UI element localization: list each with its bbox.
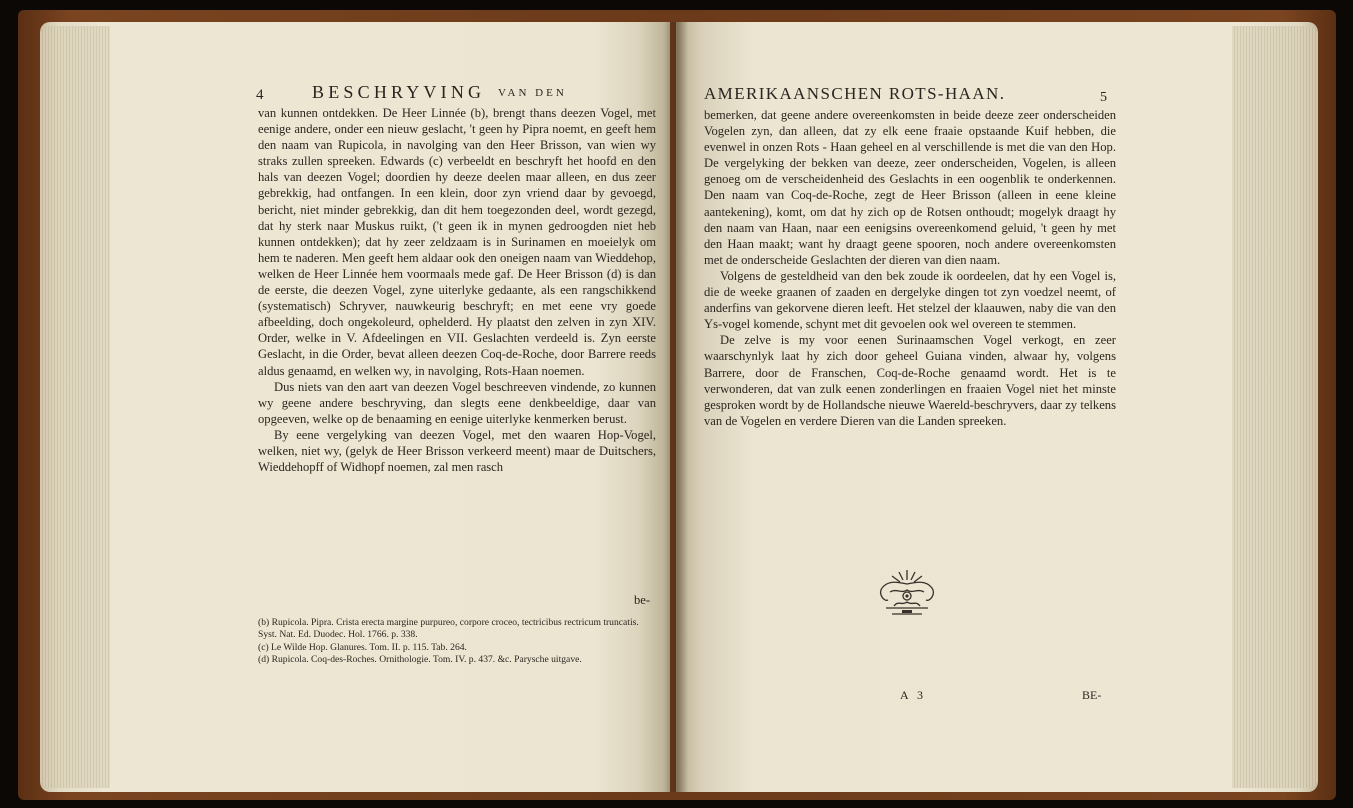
right-paragraph: De zelve is my voor eenen Surinaamschen Vogel verkogt, en zeer waarschynlyk laat hy zich door geheel Guiana vinden, alwaar hy, volgens Barrere, door de Franschen, Coq-de-Roche genaamd wordt. Het is te verwonderen, dat van zulk eenen zonderlingen en fraaien Vogel niet het minste gesproken wordt by de Hollandsche nieuwe Waereld-beschryvers, daar zy telkens van de Vogelen en verdere Dieren van die Landen spreeken. [704,333,1116,428]
left-running-head-small: VAN DEN [498,87,567,99]
printers-ornament-icon [872,566,942,620]
left-paragraph: Dus niets van den aart van deezen Vogel beschreeven vindende, zo kunnen wy geene andere beschryving, dan slegts eene denkbeeldige, daar van opgeeven, welke op de benaaming en eenige uiterlyke kenmerken berust. [258,379,656,426]
left-running-head: BESCHRYVING [312,82,486,102]
right-page-body [704,107,1116,429]
left-catchword: be- [634,593,651,607]
right-page-edges [1232,26,1318,788]
right-page-number: 5 [1100,90,1107,105]
right-running-head: AMERIKAANSCHEN ROTS-HAAN. [704,84,1006,103]
left-paragraph: By eene vergelyking van deezen Vogel, met den waaren Hop-Vogel, welken, niet wy, (gelyk de Heer Brisson verkeerd meent) maar de Duitschers, Wieddehopff of Widhopf noemen, zal men rasch [258,427,656,475]
left-page-edges [40,26,110,788]
right-paragraph: Volgens de gesteldheid van den bek zoude ik oordeelen, dat hy een Vogel is, die de weeke graanen of zaaden en dergelyke dingen tot zyn voedzel neemt, of anderfins van gekorvene dieren leeft. Het stelzel der klaauwen, naby die van den Ys-vogel komende, schynt met dit gevoelen ook wel overeen te stemmen. [704,268,1116,332]
left-paragraph: van kunnen ontdekken. De Heer Linnée (b), brengt thans deezen Vogel, met eenige andere, onder een nieuw geslacht, 't geen hy Pipra noemt, en geeft hem den naam van Rupicola, in navolging van den Heer Brisson, van wien wy straks zullen spreeken. Edwards (c) verbeeldt en beschryft het hoofd en den hals van deezen Vogel; doordien hy deeze deelen maar alleen, en dus zeer gebrekkig, had ontfangen. In een klein, door zyn vriend daar by gevoegd, bericht, niet minder gebrekkig, dan dit hem toegezonden deel, wordt gezegd, dat hy sterk naar Muskus ruikt, ('t geen ik in mynen gedroogden niet heb kunnen ontdekken); dat hy zeer zeldzaam is in Surinamen en moeielyk om hem te naderen. Men geeft hem aldaar ook den oneigen naam van Wieddehop, welken de Heer Linnée hem voormaals mede gaf. De Heer Brisson (d) is dan de eerste, die deezen Vogel, zyne uiterlyke gedaante, als een rangschikkend (systematisch) Schryver, nauwkeurig beschryft; en met eene vry goede afbeelding, doch ongekoleurd, ophelderd. Hy plaatst den zelven in zyn XIV. Order, welke in V. Afdeelingen en VII. Geslachten verdeeld is. Zyn eerste Geslacht, in die Order, bevat alleen deezen Coq-de-Roche, door Barrere reeds aldus genaamd, en welken wy, in navolging, Rots-Haan noemen. [258,106,656,378]
left-page-body [258,105,656,475]
signature-mark: A 3 [900,688,927,702]
footnote: (b) Rupicola. Pipra. Crista erecta margine purpureo, corpore croceo, tectricibus rectricum truncatis. Syst. Nat. Ed. Duodec. Hol. 1766. p. 338. [258,617,639,641]
book-gutter [664,22,688,792]
footnote: (c) Le Wilde Hop. Glanures. Tom. II. p. 115. Tab. 264. [258,641,467,653]
left-footnotes [258,617,658,667]
left-page-number: 4 [256,87,264,103]
right-catchword: BE- [1082,688,1102,702]
right-paragraph: bemerken, dat geene andere overeenkomsten in beide deeze zeer onderscheiden Vogelen zyn, dan alleen, dat zy elk eene fraaie opstaande Kuif hebben, die evenwel in onzen Rots - Haan geheel en al verschillende is met die van den Hop. De vergelyking der bekken van deeze, zeer onderscheiden, Vogelen, is alleen genoeg om de verscheidenheid des Geslachts in een oogenblik te onderkennen. Den naam van Coq-de-Roche, zegt de Heer Brisson (alleen in eene kleine aantekening), komt, om dat hy zich op de Rotsen onthoudt; mogelyk draagt hy den naam van Haan, naar een eenigsins overeenkomend geluid, 't geen hy met den Haan maakt; want hy draagt geene spooren, noch andere overeenkomsten met de onderscheide Geslachten der dieren van dien naam. [704,108,1116,267]
footnote: (d) Rupicola. Coq-des-Roches. Ornithologie. Tom. IV. p. 437. &c. Parysche uitgave. [258,654,582,666]
